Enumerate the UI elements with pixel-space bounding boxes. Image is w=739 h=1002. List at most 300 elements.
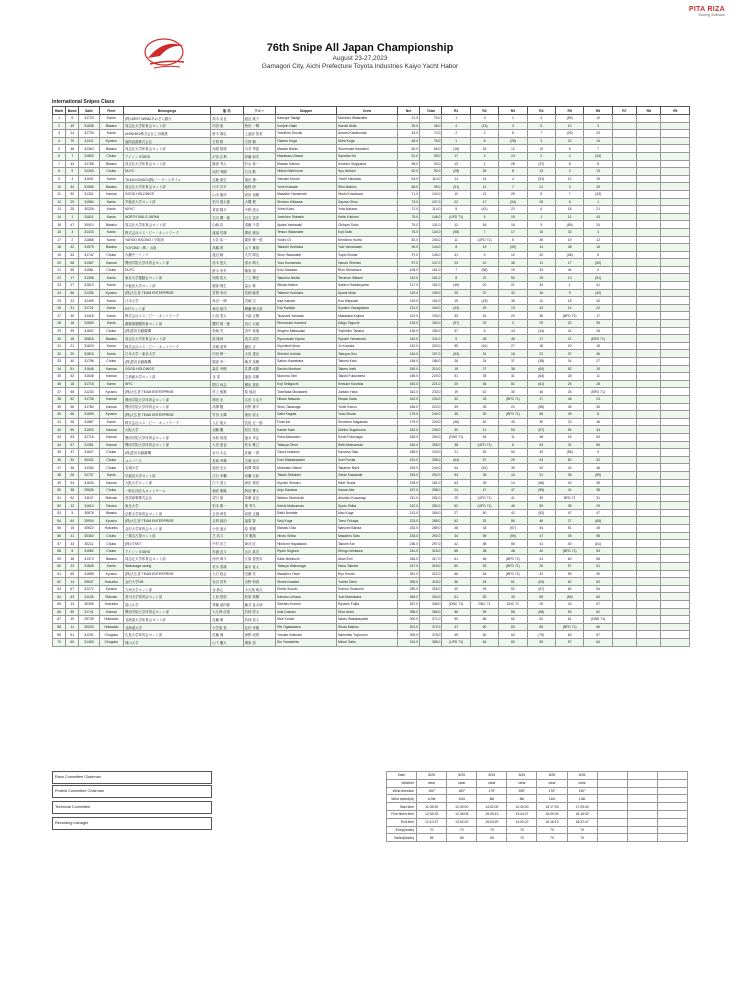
table-row	[53, 213, 690, 221]
table-cell: (60)	[527, 365, 555, 373]
table-cell: 市 雅瑛	[243, 532, 275, 540]
table-cell: Kanto	[99, 282, 123, 290]
table-cell: 24	[499, 152, 527, 160]
table-row	[53, 563, 690, 571]
summary-cell: 69	[477, 834, 507, 842]
table-cell: Hiroki Kuwahara	[336, 190, 397, 198]
table-cell: 54	[499, 449, 527, 457]
table-cell: 64	[66, 517, 79, 525]
table-cell: 原 隆尚	[211, 335, 243, 343]
table-cell: (BFD 71)	[499, 395, 527, 403]
table-cell: 31838	[79, 122, 99, 130]
table-cell: 66	[66, 289, 79, 297]
summary-row	[387, 818, 688, 826]
table-cell: 27	[66, 282, 79, 290]
table-cell: 48.0	[397, 137, 419, 145]
table-cell: 27	[53, 312, 66, 320]
table-cell	[661, 608, 690, 616]
table-cell: 28	[584, 380, 612, 388]
table-cell: Masahiro Oishi	[276, 570, 337, 578]
table-cell: 66	[584, 623, 612, 631]
table-cell: 20	[442, 380, 470, 388]
table-cell: 66	[442, 570, 470, 578]
table-cell: 13	[442, 160, 470, 168]
table-cell: 51.0	[397, 152, 419, 160]
table-cell: 中野 悠太	[243, 206, 275, 214]
table-cell: Tsuyoshi Yamada	[276, 312, 337, 320]
table-cell: Ryo Kondo	[336, 570, 397, 578]
table-cell: Kotono Tsutsuchi	[336, 585, 397, 593]
table-cell: 服部 幸一	[211, 358, 243, 366]
summary-cell	[627, 787, 657, 795]
table-cell: 1	[499, 115, 527, 123]
table-cell: 増田 光	[211, 395, 243, 403]
committee-row: Recording manager	[52, 817, 212, 830]
table-cell: 36	[527, 312, 555, 320]
table-cell	[661, 540, 690, 548]
table-cell: 60	[470, 623, 498, 631]
table-cell: 15	[66, 525, 79, 533]
table-cell	[612, 593, 636, 601]
table-cell: 8	[442, 244, 470, 252]
summary-row	[387, 787, 688, 795]
table-cell: 森井 幸樹	[211, 365, 243, 373]
table-cell: Genki Kawasaki	[336, 471, 397, 479]
table-cell: 若林 幸輝	[211, 456, 243, 464]
table-cell: 紀住 亮汰	[243, 426, 275, 434]
table-cell: 原 美穂	[243, 525, 275, 533]
table-cell: Kanto	[99, 228, 123, 236]
table-cell: 38	[53, 395, 66, 403]
table-cell	[637, 274, 661, 282]
table-cell: 関西学院大学体育会ヨット部	[123, 395, 210, 403]
table-cell: 31813	[79, 282, 99, 290]
table-cell: 134.0	[420, 228, 442, 236]
table-cell: GOOD HOLDINGS	[123, 190, 210, 198]
table-cell: Chubu	[99, 358, 123, 366]
table-cell: 52	[66, 395, 79, 403]
table-cell: Ryunosuke Hyodo	[276, 335, 337, 343]
table-cell: 倉富 陽平	[211, 206, 243, 214]
table-cell: 松原 和樹	[243, 593, 275, 601]
table-cell: 同志社大学体育会ヨット部	[123, 145, 210, 153]
table-cell: 濃田 言	[243, 342, 275, 350]
table-cell: 21	[499, 282, 527, 290]
table-cell	[637, 115, 661, 123]
summary-cell: 11:05:00	[417, 803, 447, 811]
table-cell: 55	[499, 540, 527, 548]
table-cell: 110.0	[397, 274, 419, 282]
table-cell: Sayma Ohno	[336, 198, 397, 206]
table-cell	[612, 365, 636, 373]
table-row	[53, 358, 690, 366]
table-cell: 23	[556, 418, 584, 426]
table-cell: Kakeru Hatakeyama	[336, 282, 397, 290]
table-cell: 河瀬 太紀	[243, 471, 275, 479]
table-cell: 38.0	[420, 122, 442, 130]
table-cell: 8	[499, 168, 527, 176]
summary-cell: 6-9kt	[417, 795, 447, 803]
table-cell: 54	[470, 570, 498, 578]
table-cell: Takeru Iseki	[336, 365, 397, 373]
table-cell: 31263	[79, 168, 99, 176]
table-cell: Yasushi Kondo	[276, 175, 337, 183]
table-cell: 18	[556, 206, 584, 214]
table-cell: 若林 悠人	[243, 616, 275, 624]
table-cell: 30305	[79, 601, 99, 609]
table-cell: (株)豊田自動織機	[123, 449, 210, 457]
summary-cell: 175°	[537, 787, 567, 795]
column-header: Total	[420, 107, 442, 115]
table-cell: 46	[499, 502, 527, 510]
summary-cell: 69	[447, 834, 477, 842]
table-cell: 255.0	[420, 441, 442, 449]
table-cell	[661, 411, 690, 419]
table-cell: 12	[442, 221, 470, 229]
table-cell: 吉賀 誠治	[211, 517, 243, 525]
table-cell: 12	[470, 183, 498, 191]
table-cell: 53	[556, 608, 584, 616]
table-cell: 64	[470, 638, 498, 646]
table-cell: 54	[584, 585, 612, 593]
table-cell	[661, 509, 690, 517]
table-cell: 19	[442, 388, 470, 396]
table-cell: Masato Kakino	[276, 160, 337, 168]
table-cell: 31565	[79, 183, 99, 191]
table-cell: Koji Kamiya	[276, 304, 337, 312]
table-cell	[612, 251, 636, 259]
table-cell	[612, 266, 636, 274]
table-cell: 内田 航	[211, 122, 243, 130]
table-cell: 258.0	[420, 487, 442, 495]
table-cell: 288.0	[397, 608, 419, 616]
table-cell: 24	[527, 555, 555, 563]
table-cell: 38	[66, 487, 79, 495]
table-cell: 35	[53, 373, 66, 381]
table-cell: 43	[53, 433, 66, 441]
table-cell: (64)	[527, 373, 555, 381]
table-cell: 落部 秀人	[211, 160, 243, 168]
table-cell: 15	[53, 221, 66, 229]
table-cell: Juntaro Hara	[336, 388, 397, 396]
table-cell: 53	[66, 433, 79, 441]
table-cell: 255.0	[420, 456, 442, 464]
table-cell: 40	[556, 540, 584, 548]
table-cell: Koichiro Sugiyama	[336, 160, 397, 168]
table-cell	[637, 418, 661, 426]
table-cell: 2	[527, 152, 555, 160]
table-row	[53, 206, 690, 214]
table-cell: Chubu	[99, 464, 123, 472]
table-cell: 11	[442, 236, 470, 244]
table-cell	[661, 320, 690, 328]
table-cell	[612, 433, 636, 441]
table-cell	[612, 289, 636, 297]
table-cell: 31802	[79, 327, 99, 335]
table-cell: 10	[556, 122, 584, 130]
table-cell: 鈴木 孝介	[211, 266, 243, 274]
summary-cell: Weather	[387, 779, 417, 787]
table-cell: 5	[499, 236, 527, 244]
summary-cell: clear	[537, 779, 567, 787]
table-cell: 53	[527, 441, 555, 449]
table-cell: 20	[584, 221, 612, 229]
table-cell: Kanto	[99, 471, 123, 479]
column-header: R2	[470, 107, 498, 115]
table-cell: 宮岡 孝治	[211, 289, 243, 297]
table-cell: 251.0	[397, 570, 419, 578]
table-cell: 近藤 康史	[211, 175, 243, 183]
table-cell: 150.0	[397, 365, 419, 373]
table-cell: 52	[442, 502, 470, 510]
table-cell: 24	[556, 327, 584, 335]
table-cell: 119.0	[397, 289, 419, 297]
table-cell: 136.0	[397, 327, 419, 335]
table-cell: (株)豊田自動織機	[123, 358, 210, 366]
table-cell: Naoto Wakabayashi	[336, 616, 397, 624]
table-cell: 47	[499, 487, 527, 495]
table-cell	[612, 350, 636, 358]
summary-cell: 14:52:00	[477, 803, 507, 811]
table-cell: 西澤 瑛寿	[243, 464, 275, 472]
table-cell: 314.0	[397, 638, 419, 646]
table-cell: 大田 達也	[211, 441, 243, 449]
table-cell: 28	[527, 198, 555, 206]
table-cell: Momoko Watanabe	[336, 115, 397, 123]
table-cell	[637, 145, 661, 153]
table-cell: 36	[556, 471, 584, 479]
table-cell: 23	[584, 130, 612, 138]
table-cell: Shota Makino	[336, 623, 397, 631]
table-cell: 4	[527, 115, 555, 123]
table-row	[53, 388, 690, 396]
table-cell: Kanto	[99, 206, 123, 214]
table-cell: 31809	[79, 320, 99, 328]
summary-row	[387, 826, 688, 834]
race-summary-table	[386, 771, 688, 842]
table-cell: 41	[556, 487, 584, 495]
table-cell	[612, 509, 636, 517]
table-cell: 31855	[79, 570, 99, 578]
table-cell: 28	[556, 373, 584, 381]
table-cell: Raiki Numata	[276, 509, 337, 517]
table-row	[53, 593, 690, 601]
table-cell: (58)	[442, 228, 470, 236]
table-cell: 55	[53, 525, 66, 533]
table-cell: 34	[584, 426, 612, 434]
table-cell: 17	[442, 152, 470, 160]
table-cell: 31647	[79, 449, 99, 457]
table-cell: 42	[53, 426, 66, 434]
table-cell: 105.0	[397, 266, 419, 274]
table-cell: Kanto	[99, 320, 123, 328]
table-cell: 55	[584, 555, 612, 563]
table-cell: 2	[556, 168, 584, 176]
table-cell: 121.0	[397, 304, 419, 312]
table-cell: Kanto	[99, 175, 123, 183]
table-cell: 33	[499, 593, 527, 601]
table-cell: 清藤 千香	[243, 221, 275, 229]
table-cell: 12	[499, 145, 527, 153]
table-cell: 26	[470, 168, 498, 176]
summary-cell: 12:03:25	[417, 810, 447, 818]
table-cell: Reiki Matsumoto	[336, 441, 397, 449]
table-cell: 24	[66, 130, 79, 138]
table-cell: 283.0	[420, 502, 442, 510]
table-cell: 沢田 正利	[211, 152, 243, 160]
table-cell: 67	[53, 616, 66, 624]
table-cell: 2	[499, 320, 527, 328]
table-cell: 32	[499, 289, 527, 297]
table-cell	[612, 517, 636, 525]
table-cell: 河野 雄平	[243, 403, 275, 411]
table-cell	[637, 266, 661, 274]
summary-row	[387, 810, 688, 818]
table-row	[53, 350, 690, 358]
table-cell: 48	[470, 335, 498, 343]
table-cell: 白子 清士	[211, 479, 243, 487]
table-cell: 39	[53, 403, 66, 411]
table-cell: Kanto	[99, 213, 123, 221]
table-cell	[637, 137, 661, 145]
table-cell	[612, 487, 636, 495]
summary-cell: 70	[537, 834, 567, 842]
table-cell: 76.0	[397, 228, 419, 236]
table-cell: 140.0	[397, 335, 419, 343]
table-cell	[661, 456, 690, 464]
table-cell: 145.0	[420, 251, 442, 259]
table-cell: (56)	[556, 221, 584, 229]
table-cell: 26	[556, 388, 584, 396]
table-cell: 45	[53, 449, 66, 457]
table-cell	[612, 623, 636, 631]
table-cell: Takeshi Yoshioka	[276, 289, 337, 297]
table-cell	[637, 373, 661, 381]
table-cell: 31495	[79, 297, 99, 305]
table-cell: 同志社大学体育会ヨット部	[123, 555, 210, 563]
table-cell: 42	[470, 388, 498, 396]
table-cell: 25	[53, 297, 66, 305]
table-cell	[637, 555, 661, 563]
summary-header-cell: Date	[387, 772, 417, 780]
table-cell: Tomo Fukaya	[336, 517, 397, 525]
table-row	[53, 282, 690, 290]
table-cell: 2	[584, 266, 612, 274]
table-cell: 早稲田大学ヨット部	[123, 471, 210, 479]
table-cell: 53	[53, 509, 66, 517]
table-cell: 65	[442, 547, 470, 555]
table-cell: 19	[53, 251, 66, 259]
table-cell: 佐藤 一貴	[243, 449, 275, 457]
table-cell: Kaito Nishiuchi	[276, 555, 337, 563]
table-cell: Yuichi Hamada	[336, 175, 397, 183]
table-cell: 159.0	[420, 289, 442, 297]
table-cell: Hokkaido	[99, 623, 123, 631]
table-cell: 高田 裕樹	[243, 190, 275, 198]
championship-title: 76th Snipe All Japan Championship	[266, 42, 454, 54]
table-cell: 51	[53, 494, 66, 502]
table-cell: 15	[584, 365, 612, 373]
table-cell: (29)	[556, 130, 584, 138]
table-cell: 20	[53, 259, 66, 267]
table-cell: 246.0	[397, 555, 419, 563]
table-cell: 31601	[79, 175, 99, 183]
table-cell: (株)大広者 TEAM ENTERPRISE	[123, 570, 210, 578]
summary-row	[387, 795, 688, 803]
table-cell	[612, 342, 636, 350]
table-cell: 50	[499, 274, 527, 282]
table-cell	[612, 304, 636, 312]
table-cell: 三重名古屋ヨット部	[123, 532, 210, 540]
committee-block	[52, 771, 212, 831]
table-cell: 42	[584, 297, 612, 305]
table-cell: (株) BEST WIND/あおぞら銀行	[123, 115, 210, 123]
summary-header-row	[387, 772, 688, 780]
table-cell: 11	[470, 426, 498, 434]
table-cell: 30	[442, 426, 470, 434]
table-cell: 30228	[79, 206, 99, 214]
table-cell: Kyutaro Yanagisawa	[336, 304, 397, 312]
table-cell: 21	[442, 449, 470, 457]
table-cell: 赤松 裕翔	[211, 433, 243, 441]
table-cell: Kanto	[99, 563, 123, 571]
table-cell: 4	[470, 152, 498, 160]
table-cell: (UFD 71)	[470, 502, 498, 510]
table-cell	[612, 221, 636, 229]
table-cell: 高尾 圭舗	[243, 509, 275, 517]
table-cell: 40	[556, 479, 584, 487]
table-cell: 16	[499, 221, 527, 229]
table-cell: 北海道大学	[123, 623, 210, 631]
table-row	[53, 608, 690, 616]
table-cell: 22	[527, 350, 555, 358]
table-cell: Biwako	[99, 244, 123, 252]
table-cell: 岩谷 昌孝	[211, 578, 243, 586]
table-cell: 57	[584, 601, 612, 609]
table-cell: Kazuhiro Ito	[336, 152, 397, 160]
table-cell: 森永 直人	[243, 563, 275, 571]
table-cell: 338.0	[420, 601, 442, 609]
table-cell: 関西学院大学体育会ヨット部	[123, 608, 210, 616]
table-cell: 31	[66, 304, 79, 312]
table-cell: 27	[584, 358, 612, 366]
table-cell: (BFD 71)	[556, 312, 584, 320]
table-cell: 48	[66, 555, 79, 563]
table-cell: Hikaru Masuda	[276, 395, 337, 403]
table-cell: Kyushu	[99, 570, 123, 578]
table-cell: 18	[470, 221, 498, 229]
table-cell	[637, 426, 661, 434]
table-cell: Seishiro Kunimi	[276, 601, 337, 609]
table-cell: 252.0	[420, 471, 442, 479]
table-cell: 232.0	[397, 525, 419, 533]
table-cell: 48	[584, 464, 612, 472]
table-cell: 3	[499, 122, 527, 130]
table-cell: 59	[53, 555, 66, 563]
table-cell: 36	[584, 350, 612, 358]
table-cell: 326.0	[420, 585, 442, 593]
table-row	[53, 441, 690, 449]
table-cell: 櫻村 雄一郎	[211, 320, 243, 328]
table-cell: 31308	[79, 274, 99, 282]
table-cell: 望月 航	[211, 494, 243, 502]
table-cell: (51)	[527, 175, 555, 183]
table-cell: Yushin Dens	[336, 578, 397, 586]
table-cell: 255.0	[397, 578, 419, 586]
table-cell: 166.0	[397, 403, 419, 411]
table-row	[53, 137, 690, 145]
table-cell: 82.0	[397, 236, 419, 244]
